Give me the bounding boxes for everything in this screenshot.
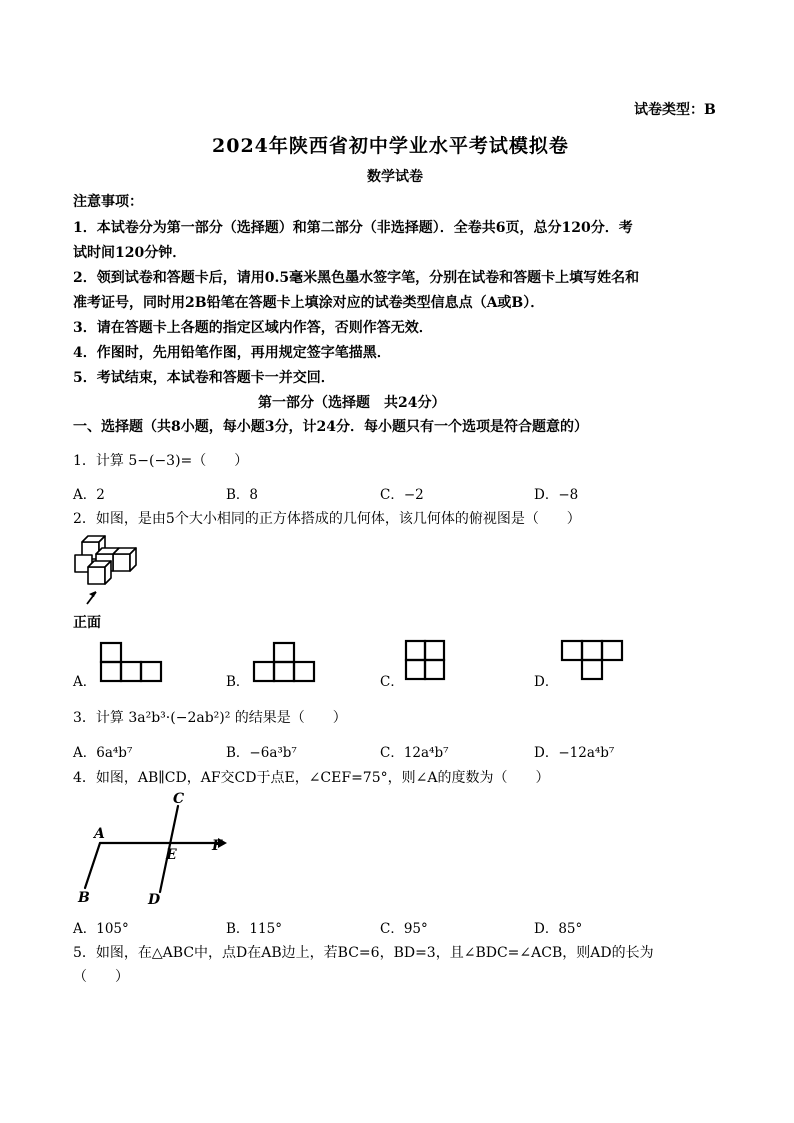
notice-line-2: 2．领到试卷和答题卡后，请用0.5毫米黑色墨水签字笔，分别在试卷和答题卡上填写姓名和 — [73, 270, 640, 286]
q3-option-a: A．6a⁴b⁷ — [73, 745, 133, 761]
q4-label-b: B — [78, 890, 90, 906]
q4-parallel-lines-figure — [72, 788, 232, 910]
q4-option-c: C．95° — [380, 921, 428, 937]
q3-option-d: D．−12a⁴b⁷ — [534, 745, 615, 761]
q2-option-c: C． — [380, 674, 404, 690]
q4-option-a: A．105° — [73, 921, 129, 937]
q4-label-d: D — [148, 892, 161, 908]
section-heading: 一、选择题（共8小题，每小题3分，计24分．每小题只有一个选项是符合题意的） — [73, 419, 588, 435]
q5-stem-cont: （ ） — [73, 969, 129, 985]
q4-stem: 4．如图，AB∥CD，AF交CD于点E，∠CEF=75°，则∠A的度数为（ ） — [73, 770, 550, 786]
notice-line-5: 5．考试结束，本试卷和答题卡一并交回． — [73, 370, 335, 386]
notice-line-1-cont: 试时间120分钟． — [73, 245, 187, 261]
notice-line-3: 3．请在答题卡上各题的指定区域内作答，否则作答无效． — [73, 320, 433, 336]
q1-option-d: D．−8 — [534, 487, 579, 503]
q2-option-b: B． — [226, 674, 250, 690]
q4-label-c: C — [173, 791, 185, 807]
notice-heading: 注意事项： — [73, 194, 143, 210]
page-title: 2024年陕西省初中学业水平考试模拟卷 — [212, 135, 569, 157]
q4-option-b: B．115° — [226, 921, 282, 937]
q1-option-c: C．−2 — [380, 487, 424, 503]
q2-stem: 2．如图，是由5个大小相同的正方体搭成的几何体，该几何体的俯视图是（ ） — [73, 511, 581, 527]
q3-stem: 3．计算 3a²b³·(−2ab²)² 的结果是（ ） — [73, 710, 347, 726]
q2-option-c-figure — [405, 640, 445, 682]
notice-line-1: 1．本试卷分为第一部分（选择题）和第二部分（非选择题）．全卷共6页，总分120分．考 — [73, 220, 633, 236]
q3-option-b: B．−6a³b⁷ — [226, 745, 297, 761]
paper-type-label: 试卷类型：B — [634, 102, 716, 118]
q4-option-d: D．85° — [534, 921, 583, 937]
notice-line-4: 4．作图时，先用铅笔作图，再用规定签字笔描黑． — [73, 345, 391, 361]
q5-stem: 5．如图，在△ABC中，点D在AB边上，若BC=6，BD=3，且∠BDC=∠ACB，则AD的长为 — [73, 945, 654, 961]
q4-label-a: A — [94, 826, 105, 842]
q3-option-c: C．12a⁴b⁷ — [380, 745, 449, 761]
q1-option-b: B．8 — [226, 487, 259, 503]
q2-option-a-figure — [100, 642, 164, 684]
q2-option-d-figure — [561, 640, 625, 682]
q4-label-e: E — [166, 847, 177, 863]
q2-option-d: D． — [534, 674, 559, 690]
page-subtitle: 数学试卷 — [367, 169, 423, 185]
q1-option-a: A．2 — [73, 487, 105, 503]
q2-option-b-figure — [253, 642, 317, 684]
part1-title: 第一部分（选择题 共24分） — [258, 395, 446, 411]
q2-cube-figure — [72, 533, 162, 613]
q2-option-a: A． — [73, 674, 97, 690]
q2-front-label: 正面 — [73, 615, 101, 631]
notice-line-2-cont: 准考证号，同时用2B铅笔在答题卡上填涂对应的试卷类型信息点（A或B）． — [73, 295, 545, 311]
q1-stem: 1．计算 5−(−3)=（ ） — [73, 453, 249, 469]
q4-label-f: F — [212, 838, 222, 854]
